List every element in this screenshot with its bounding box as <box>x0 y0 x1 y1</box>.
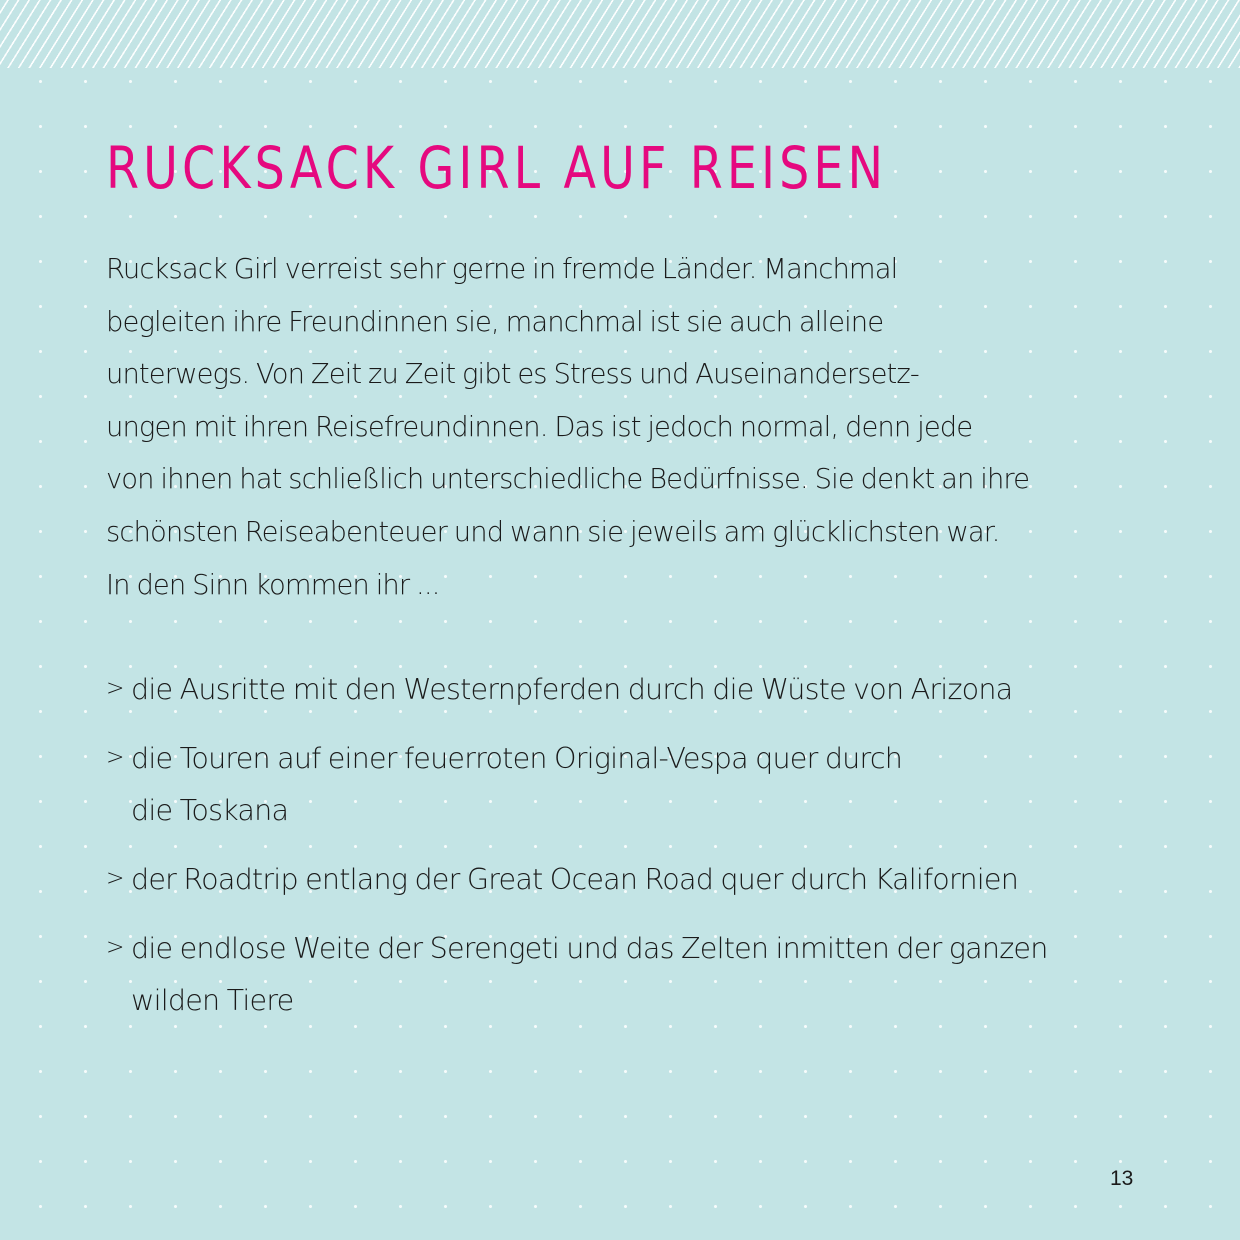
memory-list <box>106 663 1136 1043</box>
list-item-line: die endlose Weite der Serengeti und das Zelten inmitten der ganzen <box>131 931 1048 965</box>
intro-paragraph <box>106 244 1136 612</box>
bullet-marker: > <box>106 676 124 701</box>
intro-line: schönsten Reiseabenteuer und wann sie jeweils am glücklichsten war. <box>106 516 1000 548</box>
list-item <box>106 922 1136 1026</box>
diagonal-stripe-band <box>0 0 1240 68</box>
list-item-line: der Roadtrip entlang der Great Ocean Road quer durch Kalifornien <box>131 862 1019 896</box>
list-item <box>106 663 1136 715</box>
page-title: RUCKSACK GIRL AUF REISEN <box>106 134 888 202</box>
intro-line: In den Sinn kommen ihr ... <box>106 569 440 601</box>
list-item-line: die Ausritte mit den Westernpferden durch die Wüste von Arizona <box>131 672 1013 706</box>
list-item <box>106 732 1136 836</box>
bullet-marker: > <box>106 745 124 770</box>
list-item-line: die Touren auf einer feuerroten Original-Vespa quer durch <box>131 741 903 775</box>
list-item-line: wilden Tiere <box>131 983 294 1017</box>
bullet-marker: > <box>106 935 124 960</box>
intro-line: von ihnen hat schließlich unterschiedliche Bedürfnisse. Sie denkt an ihre <box>106 464 1030 496</box>
intro-line: Rucksack Girl verreist sehr gerne in fremde Länder. Manchmal <box>106 254 898 285</box>
intro-line: begleiten ihre Freundinnen sie, manchmal ist sie auch alleine <box>106 306 884 338</box>
intro-line: unterwegs. Von Zeit zu Zeit gibt es Stress und Auseinandersetz- <box>106 359 919 391</box>
page-number: 13 <box>1110 1167 1134 1190</box>
list-item <box>106 853 1136 905</box>
list-item-line: die Toskana <box>131 793 289 827</box>
bullet-marker: > <box>106 866 124 891</box>
intro-line: ungen mit ihren Reisefreundinnen. Das ist jedoch normal, denn jede <box>106 411 973 443</box>
